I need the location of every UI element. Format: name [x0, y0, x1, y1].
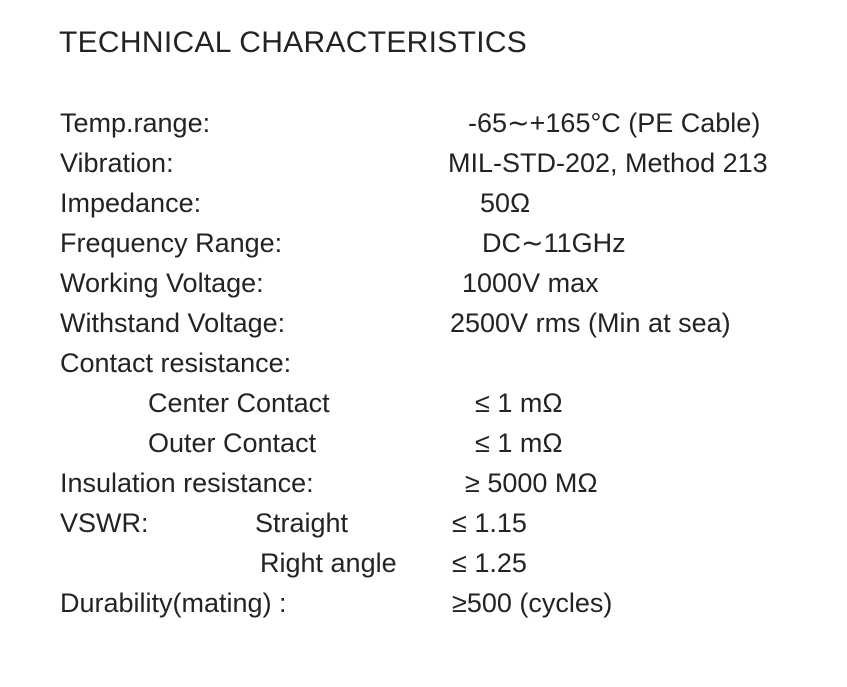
spec-label: Withstand Voltage:: [60, 308, 286, 338]
spec-label: Insulation resistance:: [60, 468, 314, 498]
spec-value: MIL-STD-202, Method 213: [448, 148, 768, 178]
spec-label: Frequency Range:: [60, 228, 283, 258]
spec-value: ≤ 1.25: [452, 548, 527, 578]
spec-row-insulation-resistance: [60, 463, 830, 503]
spec-list: [60, 103, 830, 623]
spec-value: 1000V max: [462, 268, 599, 298]
spec-label: Outer Contact: [148, 428, 317, 458]
spec-row-vswr-right-angle: [60, 543, 830, 583]
spec-value: -65∼+165°C (PE Cable): [468, 108, 761, 138]
spec-sublabel: Right angle: [260, 548, 397, 578]
spec-row-temp-range: [60, 103, 830, 143]
spec-sublabel: Straight: [255, 508, 349, 538]
spec-value: ≤ 1 mΩ: [475, 428, 563, 458]
spec-row-vswr-straight: [60, 503, 830, 543]
spec-row-durability-mating: [60, 583, 830, 623]
spec-value: 2500V rms (Min at sea): [450, 308, 731, 338]
spec-row-impedance: [60, 183, 830, 223]
spec-label: Working Voltage:: [60, 268, 264, 298]
spec-value: DC∼11GHz: [482, 228, 626, 258]
spec-label: VSWR:: [60, 508, 149, 538]
spec-label: Center Contact: [148, 388, 330, 418]
spec-label: Temp.range:: [60, 108, 211, 138]
spec-row-outer-contact: [60, 423, 830, 463]
spec-value: ≥ 5000 MΩ: [465, 468, 598, 498]
spec-row-vibration: [60, 143, 830, 183]
spec-label: Durability(mating) :: [60, 588, 287, 618]
spec-label: Vibration:: [60, 148, 174, 178]
spec-value: ≤ 1.15: [452, 508, 527, 538]
spec-row-frequency-range: [60, 223, 830, 263]
spec-row-withstand-voltage: [60, 303, 830, 343]
spec-row-center-contact: [60, 383, 830, 423]
page-title: TECHNICAL CHARACTERISTICS: [59, 26, 528, 59]
spec-label: Impedance:: [60, 188, 202, 218]
spec-value: ≥500 (cycles): [452, 588, 613, 618]
spec-row-contact-resistance: [60, 343, 830, 383]
spec-label: Contact resistance:: [60, 348, 292, 378]
spec-value: 50Ω: [480, 188, 531, 218]
spec-row-working-voltage: [60, 263, 830, 303]
spec-value: ≤ 1 mΩ: [475, 388, 563, 418]
